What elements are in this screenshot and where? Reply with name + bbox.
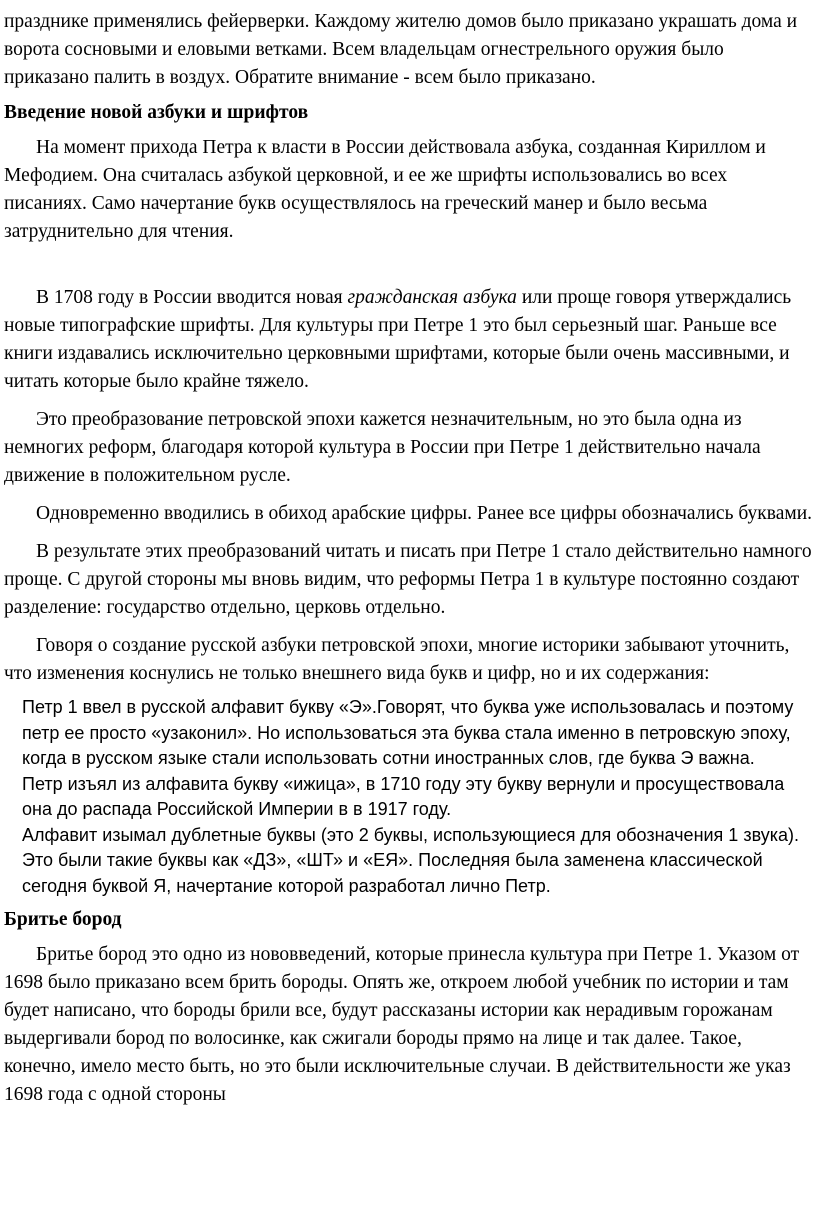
list-item: Петр 1 ввел в русской алфавит букву «Э».Говорят, что буква уже использовалась и поэтому петр ее просто «узаконил». Но использоваться эта буква стала именно в петровскую эпоху, когда в русском языке стали использовать сотни иностранных слов, где буква Э важна.	[22, 697, 794, 768]
civil-alphabet-term: гражданская азбука	[347, 287, 517, 308]
paragraph-cyrillic: На момент прихода Петра к власти в России действовала азбука, созданная Кириллом и Мефодием. Она считалась азбукой церковной, и ее же шрифты использовались во всех писаниях. Само начертание букв осуществлялось на греческий манер и было весьма затруднительно для чтения.	[4, 137, 766, 242]
paragraph-1708-start: В 1708 году в России вводится новая	[36, 287, 348, 308]
paragraph-result: В результате этих преобразований читать и писать при Петре 1 стало действительно намного проще. С другой стороны мы вновь видим, что реформы Петра 1 в культуре постоянно создают разделение: государство отдельно, церковь отдельно.	[4, 541, 812, 618]
paragraph-historians: Говоря о создание русской азбуки петровской эпохи, многие историки забывают уточнить, что изменения коснулись не только внешнего вида букв и цифр, но и их содержания:	[4, 635, 790, 684]
heading-beard-shaving: Бритье бород	[4, 909, 122, 930]
paragraph-fireworks: празднике применялись фейерверки. Каждому жителю домов было приказано украшать дома и ворота сосновыми и еловыми ветками. Всем владельцам огнестрельного оружия было приказано палить в воздух. Обратите внимание - всем было приказано.	[4, 11, 798, 88]
paragraph-beards: Бритье бород это одно из нововведений, которые принесла культура при Петре 1. Указом от 1698 было приказано всем брить бороды. Опять же, откроем любой учебник по истории и там будет написано, что бороды брили все, будут рассказаны истории как нерадивым горожанам выдергивали бород по волосинке, как сжигали бороды прямо на лице и так далее. Такое, конечно, имело место быть, но это были исключительные случаи. В действительности же указ 1698 года с одной стороны	[4, 944, 800, 1105]
alphabet-changes-list	[4, 695, 812, 899]
paragraph-transformation: Это преобразование петровской эпохи кажется незначительным, но это была одна из немногих реформ, благодаря которой культура в России при Петре 1 действительно начала движение в положительном русле.	[4, 409, 761, 486]
paragraph-arabic-numerals: Одновременно вводились в обиход арабские цифры. Ранее все цифры обозначались буквами.	[36, 503, 813, 524]
list-item: Алфавит изымал дублетные буквы (это 2 буквы, использующиеся для обозначения 1 звука). Это были такие буквы как «ДЗ», «ШТ» и «ЕЯ». Последняя была заменена классической сегодня буквой Я, начертание которой разработал лично Петр.	[22, 824, 800, 896]
heading-new-alphabet: Введение новой азбуки и шрифтов	[4, 102, 309, 123]
paragraph-1708	[4, 284, 812, 396]
list-item: Петр изъял из алфавита букву «ижица», в 1710 году эту букву вернули и просуществовала она до распада Российской Империи в в 1917 году.	[22, 773, 785, 819]
paragraph-1708-end: или проще говоря утверждались новые типографские шрифты. Для культуры при Петре 1 это был серьезный шаг. Раньше все книги издавались исключительно церковными шрифтами, которые были очень массивными, и читать которые было крайне тяжело.	[4, 287, 792, 392]
